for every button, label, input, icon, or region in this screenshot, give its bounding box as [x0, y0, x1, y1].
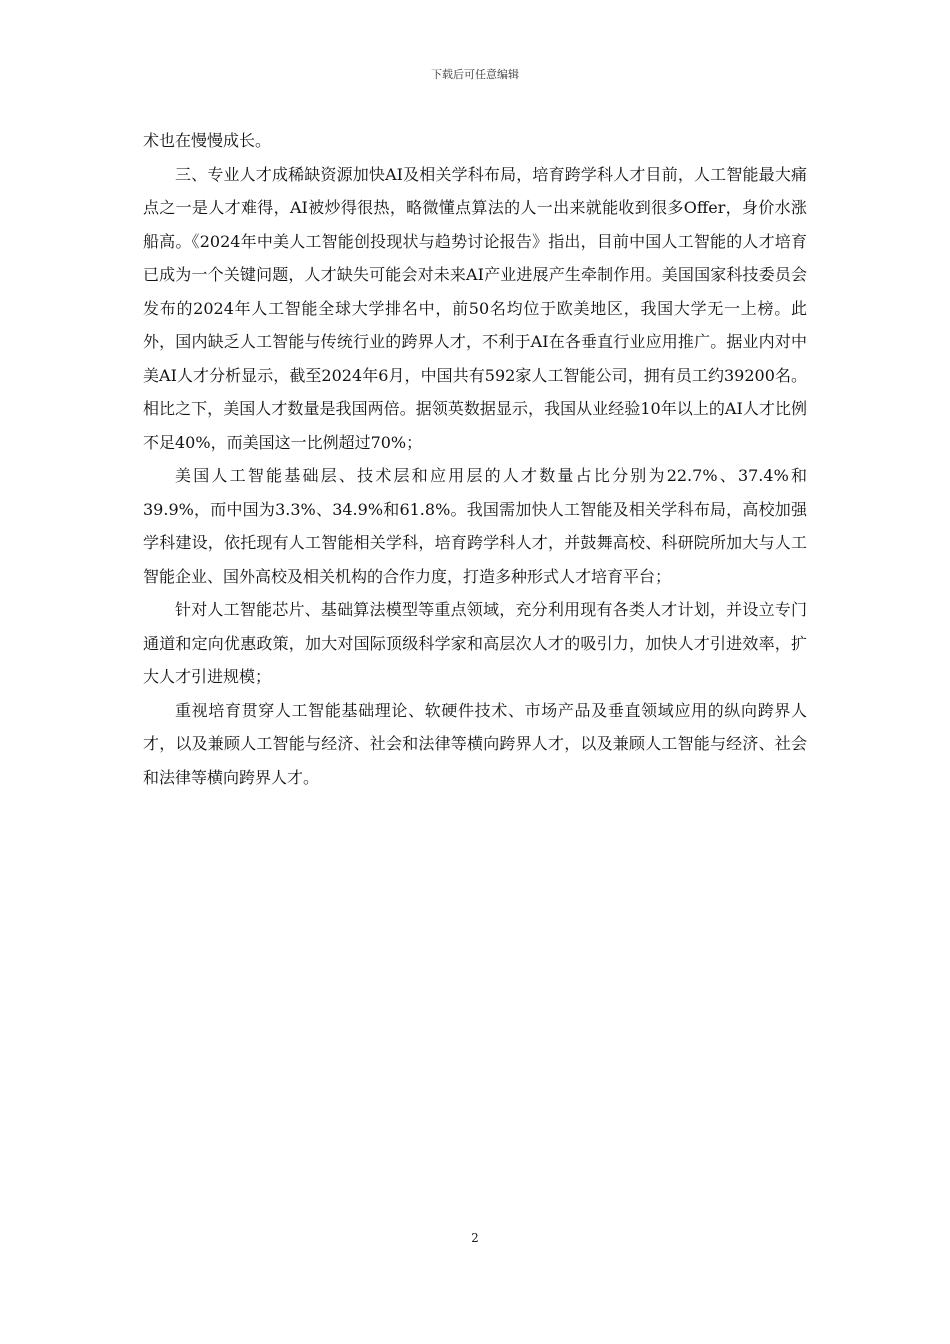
paragraph-talent-shortage: 三、专业人才成稀缺资源加快AI及相关学科布局，培育跨学科人才目前，人工智能最大痛点之一是人才难得，AI被炒得很热，略微懂点算法的人一出来就能收到很多Offer，身价水涨船高。《2024年中美人工智能创投现状与趋势讨论报告》指出，目前中国人工智能的人才培育已成为一个关键问题，人才缺失可能会对未来AI产业进展产生牵制作用。美国国家科技委员会发布的2024年人工智能全球大学排名中，前50名均位于欧美地区，我国大学无一上榜。此外，国内缺乏人工智能与传统行业的跨界人才，不利于AI在各垂直行业应用推广。据业内对中美AI人才分析显示，截至2024年6月，中国共有592家人工智能公司，拥有员工约39200名。相比之下，美国人才数量是我国两倍。据领英数据显示，我国从业经验10年以上的AI人才比例不足40%，而美国这一比例超过70%；	[143, 164, 807, 452]
paragraph-cross-discipline: 重视培育贯穿人工智能基础理论、软硬件技术、市场产品及垂直领域应用的纵向跨界人才，以及兼顾人工智能与经济、社会和法律等横向跨界人才，以及兼顾人工智能与经济、社会和法律等横向跨界人才。	[143, 700, 807, 787]
paragraph-talent-ratio: 美国人工智能基础层、技术层和应用层的人才数量占比分别为22.7%、37.4%和39.9%，而中国为3.3%、34.9%和61.8%。我国需加快人工智能及相关学科布局，高校加强学科建设，依托现有人工智能相关学科，培育跨学科人才，并鼓舞高校、科研院所加大与人工智能企业、国外高校及相关机构的合作力度，打造多种形式人才培育平台；	[143, 466, 807, 586]
paragraph-continuation: 术也在慢慢成长。	[143, 131, 272, 150]
paragraph-talent-recruitment: 针对人工智能芯片、基础算法模型等重点领域，充分利用现有各类人才计划，并设立专门通道和定向优惠政策，加大对国际顶级科学家和高层次人才的吸引力，加快人才引进效率，扩大人才引进规模；	[143, 600, 807, 686]
page-number: 2	[471, 1231, 479, 1245]
document-body	[143, 124, 807, 794]
page-header: 下载后可任意编辑	[431, 68, 519, 81]
